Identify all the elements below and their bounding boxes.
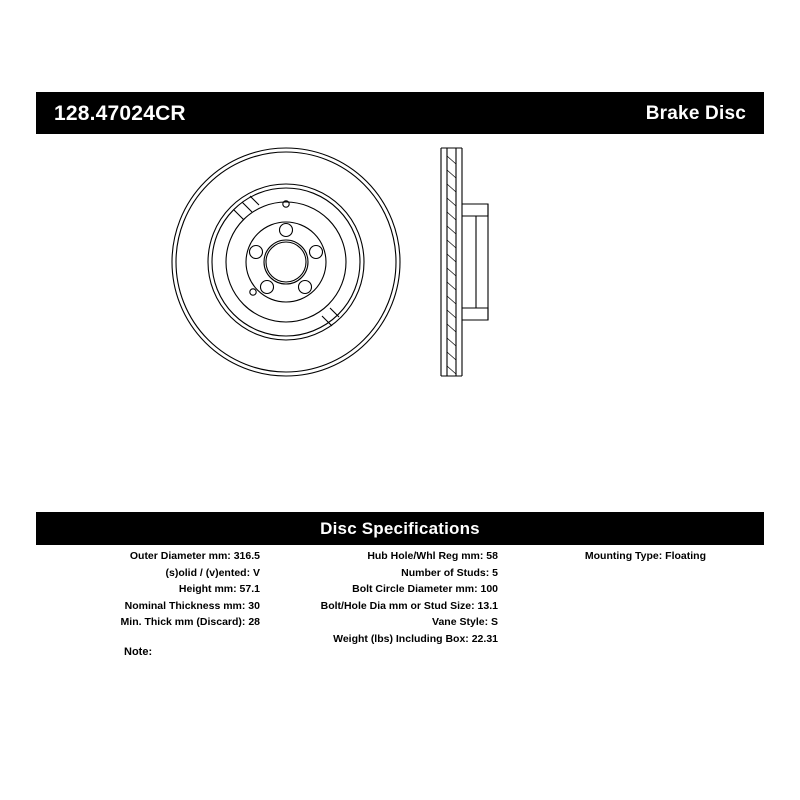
- spec-item: Bolt/Hole Dia mm or Stud Size: 13.1: [320, 599, 498, 612]
- spec-item: Outer Diameter mm: 316.5: [129, 550, 260, 562]
- spec-section-title: Disc Specifications: [320, 518, 480, 538]
- spec-item: Min. Thick mm (Discard): 28: [120, 616, 260, 628]
- spec-item: Number of Studs: 5: [401, 566, 498, 579]
- technical-drawing: [36, 140, 764, 500]
- spec-item: Bolt Circle Diameter mm: 100: [352, 583, 498, 595]
- spec-item: (s)olid / (v)ented: V: [165, 566, 260, 579]
- spec-item: Height mm: 57.1: [178, 583, 260, 595]
- spec-item: Hub Hole/Whl Reg mm: 58: [367, 550, 498, 562]
- part-number: 128.47024CR: [54, 101, 186, 125]
- note-label: Note:: [124, 646, 153, 658]
- spec-item: Nominal Thickness mm: 30: [124, 599, 260, 612]
- spec-item: Mounting Type: Floating: [584, 550, 706, 562]
- spec-column-2: [266, 548, 516, 647]
- note-row: [124, 646, 152, 658]
- product-type-label: Brake Disc: [645, 102, 746, 124]
- brake-rotor-drawing-icon: [36, 140, 764, 500]
- spec-item: Vane Style: S: [432, 616, 498, 628]
- spec-column-3: [516, 548, 764, 565]
- spec-item: Weight (lbs) Including Box: 22.31: [333, 632, 498, 645]
- spec-columns: [36, 548, 764, 647]
- header-bar: [36, 92, 764, 134]
- spec-column-1: [36, 548, 266, 631]
- spec-section-header: [36, 512, 764, 545]
